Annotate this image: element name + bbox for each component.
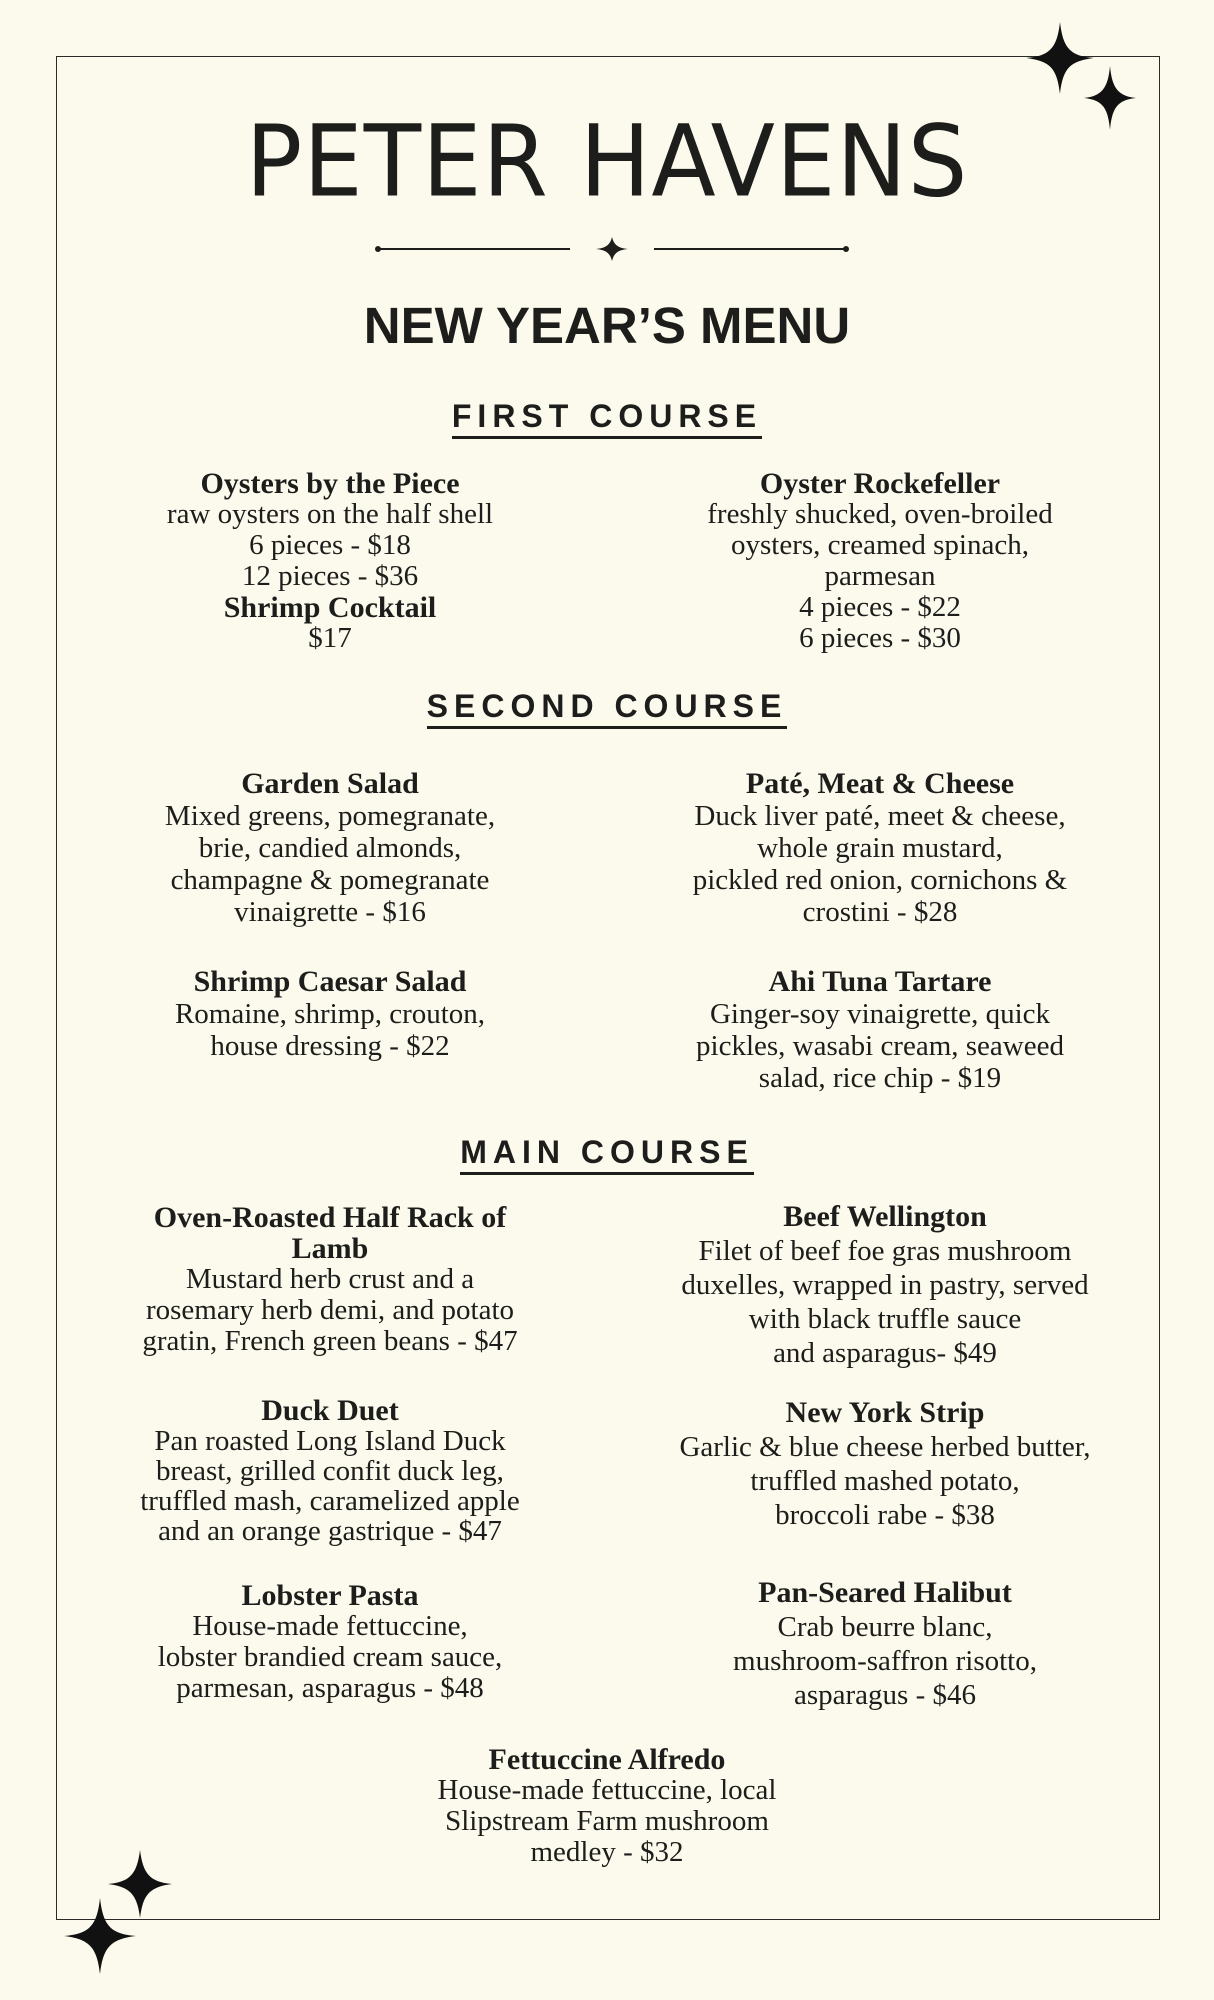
- course-heading-second: SECOND COURSE: [0, 686, 1214, 726]
- menu-item-oysters-by-the-piece: Oysters by the Piece raw oysters on the half shell 6 pieces - $18 12 pieces - $36: [166, 467, 494, 592]
- course-heading-first: FIRST COURSE: [0, 396, 1214, 436]
- menu-item-shrimp-caesar-salad: Shrimp Caesar Salad Romaine, shrimp, crouton, house dressing - $22: [174, 965, 486, 1062]
- menu-item-ahi-tuna-tartare: Ahi Tuna Tartare Ginger-soy vinaigrette, quick pickles, wasabi cream, seaweed salad, rice chip - $19: [696, 965, 1064, 1094]
- menu-item-pate-meat-cheese: Paté, Meat & Cheese Duck liver paté, meet & cheese, whole grain mustard, pickled red onion, cornichons & crostini - $28: [692, 767, 1068, 928]
- sparkle-icon-bottom-left: [60, 1846, 190, 1976]
- ornament-divider: [372, 236, 852, 266]
- menu-item-oyster-rockefeller: Oyster Rockefeller freshly shucked, oven-broiled oysters, creamed spinach, parmesan 4 pieces - $22 6 pieces - $30: [707, 467, 1053, 654]
- course-heading-main: MAIN COURSE: [0, 1132, 1214, 1172]
- menu-item-shrimp-cocktail: Shrimp Cocktail $17: [223, 591, 437, 654]
- menu-item-new-york-strip: New York Strip Garlic & blue cheese herbed butter, truffled mashed potato, broccoli rabe - $38: [679, 1396, 1091, 1531]
- menu-item-lobster-pasta: Lobster Pasta House-made fettuccine, lobster brandied cream sauce, parmesan, asparagus - $48: [157, 1579, 503, 1704]
- menu-item-fettuccine-alfredo: Fettuccine Alfredo House-made fettuccine, local Slipstream Farm mushroom medley - $32: [437, 1743, 777, 1868]
- restaurant-name: PETER HAVENS: [245, 105, 969, 220]
- menu-item-pan-seared-halibut: Pan-Seared Halibut Crab beurre blanc, mushroom-saffron risotto, asparagus - $46: [733, 1576, 1037, 1711]
- menu-item-beef-wellington: Beef Wellington Filet of beef foe gras mushroom duxelles, wrapped in pastry, served with black truffle sauce and asparagus- $49: [681, 1200, 1089, 1369]
- menu-item-duck-duet: Duck Duet Pan roasted Long Island Duck breast, grilled confit duck leg, truffled mash, caramelized apple and an orange gastrique - $47: [140, 1394, 520, 1547]
- menu-item-garden-salad: Garden Salad Mixed greens, pomegranate, brie, candied almonds, champagne & pomegranate vinaigrette - $16: [164, 767, 496, 928]
- menu-item-rack-of-lamb: Oven-Roasted Half Rack of Lamb Mustard herb crust and a rosemary herb demi, and potato gratin, French green beans - $47: [142, 1201, 518, 1357]
- menu-title: NEW YEAR’S MENU: [363, 297, 851, 354]
